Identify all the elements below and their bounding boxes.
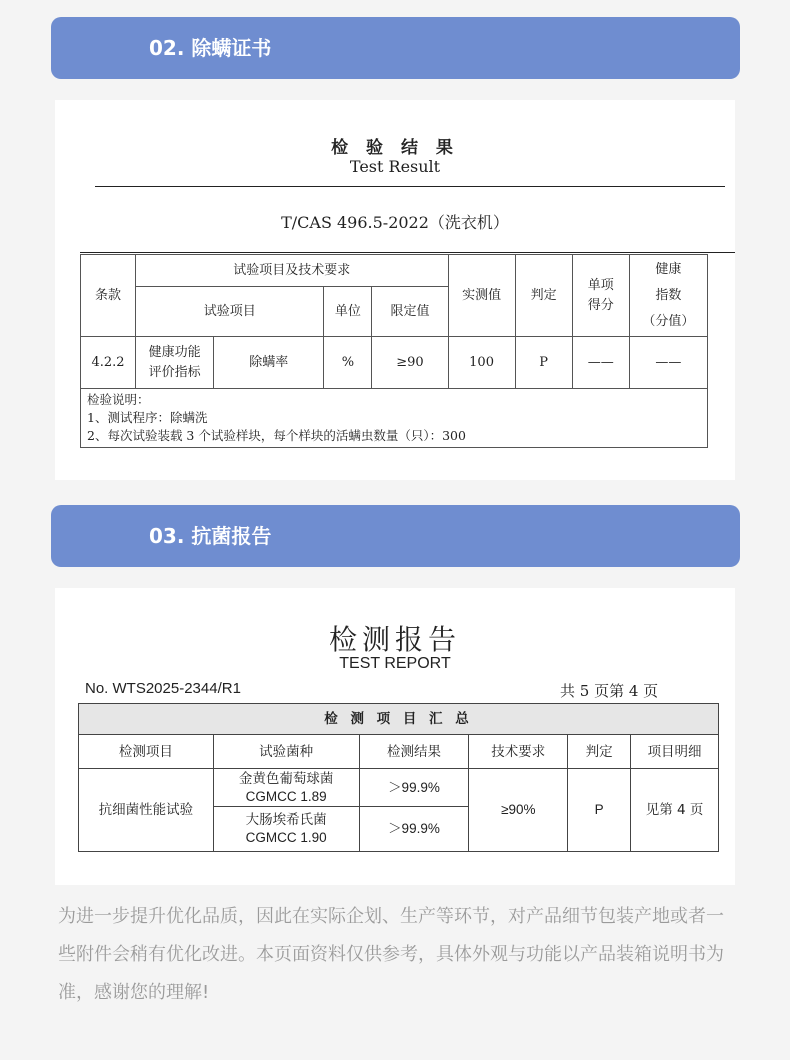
- table-row: [81, 337, 708, 389]
- col-requirement: 技术要求: [469, 735, 568, 769]
- strain-cell: [213, 807, 359, 852]
- header-single-score: [572, 255, 629, 337]
- report-title-en: TEST REPORT: [339, 655, 451, 672]
- header-health-line1: 健康: [655, 261, 682, 277]
- notes-title: 检验说明：: [87, 392, 150, 407]
- header-item: 试验项目: [136, 287, 324, 337]
- header-limit: 限定值: [372, 287, 448, 337]
- notes-line1: 1、测试程序：除螨洗: [87, 410, 208, 425]
- row-unit: %: [324, 337, 372, 389]
- header-group: 试验项目及技术要求: [136, 255, 448, 287]
- header-health-index: [629, 255, 707, 337]
- row-clause: 4.2.2: [81, 337, 136, 389]
- header-single-score-line1: 单项: [587, 277, 614, 293]
- section-header-antibacterial: [51, 505, 740, 567]
- row-limit: ≥90: [372, 337, 448, 389]
- row-item: 除螨率: [214, 337, 324, 389]
- header-measured: 实测值: [448, 255, 515, 337]
- header-health-line3: （分值）: [642, 313, 695, 329]
- header-judgement: 判定: [515, 255, 572, 337]
- detail-value: 见第 4 页: [631, 769, 719, 852]
- judgement-value: P: [568, 769, 631, 852]
- disclaimer-text: 为进一步提升优化品质，因此在实际企划、生产等环节，对产品细节包装产地或者一些附件会稍有优化改进。本页面资料仅供参考，具体外观与功能以产品装箱说明书为准，感谢您的理解!: [58, 906, 724, 1003]
- title-divider: [95, 186, 725, 187]
- strain-cell: [213, 769, 359, 807]
- summary-title: 检 测 项 目 汇 总: [79, 704, 719, 735]
- mite-removal-certificate: [55, 100, 735, 480]
- requirement-value: ≥90%: [469, 769, 568, 852]
- notes-line2: 2、每次试验装载 3 个试验样块，每个样块的活螨虫数量（只）：300: [87, 428, 466, 443]
- header-health-line2: 指数: [655, 287, 682, 303]
- row-health: ——: [629, 337, 707, 389]
- strain-name: 金黄色葡萄球菌: [238, 770, 334, 787]
- page-indicator: 共 5 页第 4 页: [560, 682, 659, 700]
- antibacterial-report: [55, 588, 735, 885]
- row-category-line2: 评价指标: [148, 364, 201, 380]
- col-result: 检测结果: [359, 735, 469, 769]
- strain-result: ＞99.9%: [359, 769, 469, 807]
- notes-row: [81, 389, 708, 448]
- strain-code: CGMCC 1.90: [245, 830, 327, 845]
- col-test-item: 检测项目: [79, 735, 214, 769]
- col-judgement: 判定: [568, 735, 631, 769]
- report-title-cn: 检测报告: [328, 623, 461, 656]
- col-detail: 项目明细: [631, 735, 719, 769]
- row-category-line1: 健康功能: [148, 344, 201, 360]
- strain-result: ＞99.9%: [359, 807, 469, 852]
- row-measured: 100: [448, 337, 515, 389]
- test-item: 抗细菌性能试验: [79, 769, 214, 852]
- section-header-mite-removal: [51, 17, 740, 79]
- header-single-score-line2: 得分: [587, 297, 614, 313]
- header-unit: 单位: [324, 287, 372, 337]
- column-header-row: [79, 735, 719, 769]
- section-title: 03. 抗菌报告: [149, 524, 272, 548]
- row-category: [136, 337, 214, 389]
- table-top-rule: [80, 252, 735, 253]
- strain-code: CGMCC 1.89: [245, 788, 327, 804]
- document-title-cn: 检 验 结 果: [331, 138, 459, 158]
- summary-table: [78, 703, 719, 852]
- col-strain: 试验菌种: [213, 735, 359, 769]
- strain-name: 大肠埃希氏菌: [245, 812, 327, 828]
- row-score: ——: [572, 337, 629, 389]
- report-number: No. WTS2025-2344/R1: [85, 680, 241, 697]
- document-title-en: Test Result: [349, 157, 441, 176]
- table-row: [79, 769, 719, 807]
- test-notes: [81, 389, 708, 448]
- standard-reference: T/CAS 496.5-2022（洗衣机）: [281, 213, 509, 232]
- header-clause: 条款: [81, 255, 136, 337]
- test-result-table: [80, 254, 708, 448]
- row-judgement: P: [515, 337, 572, 389]
- section-title: 02. 除螨证书: [149, 36, 272, 60]
